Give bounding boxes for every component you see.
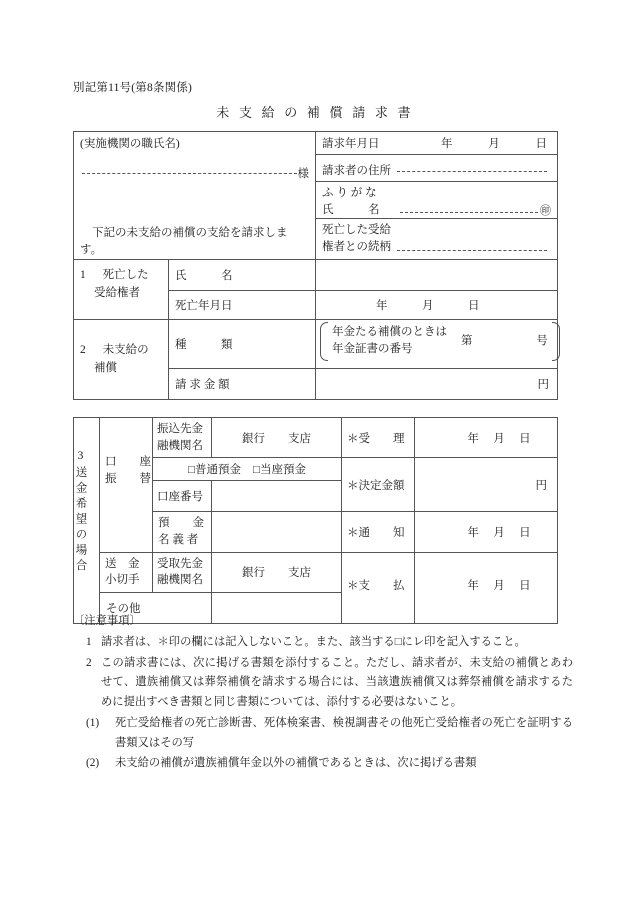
office-payment-label: ＊支 払 (347, 579, 405, 592)
checkbox-ordinary-deposit[interactable]: □普通預金 (188, 464, 241, 477)
check-bank-value-cell[interactable] (212, 552, 342, 592)
compensation-kind-label-cell (169, 320, 316, 369)
account-holder-label-cell (153, 512, 212, 552)
death-date-label: 死亡年月日 (175, 300, 233, 312)
relationship-label-line2: 権者との続柄 (322, 240, 392, 253)
claim-amount-label: 請 求 金 額 (175, 379, 230, 391)
relationship-cell (316, 219, 558, 260)
form-code: 別記第11号(第8条関係) (73, 82, 193, 94)
check-remittance-label-cell (100, 552, 153, 592)
claimant-name-label: 氏 名 (322, 204, 380, 216)
agency-name-label: (実施機関の職氏名) (80, 138, 180, 150)
note-subitem (73, 714, 573, 754)
claimant-address-label: 請求者の住所 (322, 165, 392, 177)
account-holder-label-line2: 名 義 者 (158, 534, 199, 547)
table-row (74, 552, 558, 592)
transfer-bank-label-cell (153, 418, 212, 458)
note-subitem-text: 死亡受給権者の死亡診断書、死体検案書、検視調書その他死亡受給権者の死亡を証明する書類又はその写 (115, 716, 573, 749)
seal-icon: ㊞ (540, 205, 552, 217)
note-number: 1 (86, 635, 92, 648)
account-transfer-label-line1: 口 座 (105, 456, 151, 468)
claimant-address-cell (316, 155, 558, 182)
request-sentence-cell (74, 219, 316, 260)
notes-section (73, 612, 573, 774)
table-row (74, 155, 558, 182)
office-amount-label: ＊決定金額 (347, 479, 405, 492)
table-row (74, 182, 558, 219)
check-bank-label-cell (153, 552, 212, 592)
note-item (73, 654, 573, 713)
note-item (73, 633, 573, 653)
transfer-bank-label-line2: 融機関名 (157, 439, 203, 452)
check-remittance-label-line1: 送 金 (105, 557, 140, 570)
agency-blank-cell (74, 182, 316, 219)
office-amount-unit: 円 (535, 479, 547, 492)
section1-number: 1 (80, 269, 86, 281)
compensation-kind-value-cell[interactable] (316, 320, 558, 369)
office-notice-value: 年 月 日 (467, 527, 531, 540)
agency-name-cell (74, 132, 316, 155)
section2-number: 2 (80, 344, 86, 356)
table-row (74, 260, 558, 291)
note-subitem-number: (1) (86, 716, 100, 729)
transfer-bank-label-line1: 振込先金 (157, 423, 203, 435)
check-bank-value: 銀行 支店 (242, 567, 311, 580)
furigana-label (322, 184, 394, 200)
note-text: 請求者は、＊印の欄には記入しないこと。また、該当する□にレ印を記入すること。 (101, 635, 526, 648)
notes-heading: 〔注意事項〕 (73, 615, 141, 627)
death-date-label-cell (169, 291, 316, 320)
section3-number: 3 (74, 449, 87, 466)
office-amount-value-cell[interactable] (415, 458, 558, 512)
note-subitem-number: (2) (86, 757, 100, 770)
death-date-value-cell[interactable] (316, 291, 558, 320)
compensation-kind-label: 種 類 (175, 339, 233, 351)
deceased-name-label-cell (169, 260, 316, 291)
section1-title-line2: 受給権者 (94, 286, 140, 299)
other-label: その他 (106, 603, 141, 616)
office-payment-value: 年 月 日 (467, 579, 531, 592)
office-receipt-label-cell (342, 418, 415, 458)
relationship-label-line1: 死亡した受給 (322, 224, 392, 236)
pension-note-line2: 年金証書の番号 (332, 343, 413, 356)
table-row (74, 320, 558, 369)
office-notice-label-cell (342, 512, 415, 552)
transfer-bank-value-cell[interactable] (212, 418, 342, 458)
claim-date-month: 月 (488, 138, 500, 150)
office-receipt-value-cell[interactable] (415, 418, 558, 458)
claim-main-table (73, 131, 558, 400)
note-subitem (73, 754, 573, 774)
office-notice-label: ＊通 知 (347, 527, 405, 540)
note-text: この請求書には、次に掲げる書類を添付すること。ただし、請求者が、未支給の補償とあわせて、遺族補償又は葬祭補償を請求する場合には、当該遺族補償又は葬祭補償を請求するために提出すべき書類と同じ書類については、添付する必要はないこと。 (101, 656, 573, 709)
pension-note-line1: 年金たる補償のときは (332, 326, 448, 338)
section1-title-line1: 死亡した (102, 269, 149, 281)
section3-vertical-cell (74, 418, 100, 624)
office-receipt-label: ＊受 理 (347, 432, 405, 445)
bracket-left-icon (320, 322, 328, 361)
transfer-bank-value: 銀行 支店 (242, 432, 311, 445)
section3-vertical-label: 送金希望の場合 (74, 465, 87, 575)
remittance-table (73, 417, 558, 624)
table-row (74, 132, 558, 155)
deceased-name-label: 氏 名 (175, 270, 233, 282)
account-number-label-cell (153, 481, 212, 512)
sama-suffix: 様 (297, 167, 310, 180)
request-sentence-line2: す。 (80, 243, 103, 256)
claim-amount-label-cell (169, 369, 316, 400)
account-holder-value-cell[interactable] (212, 512, 342, 552)
claim-date-year: 年 (441, 138, 453, 150)
account-number-label: 口座番号 (157, 491, 203, 504)
pension-number-dai: 第 (461, 334, 473, 347)
section1-title-cell (74, 260, 169, 320)
claim-date-cell (316, 132, 558, 155)
note-number: 2 (86, 656, 92, 669)
check-remittance-label-line2: 小切手 (105, 574, 140, 587)
checkbox-current-deposit[interactable]: □当座預金 (253, 464, 306, 477)
account-transfer-label-cell (100, 418, 153, 553)
furigana-label-text: ふ り が な (322, 187, 377, 199)
deceased-name-value-cell[interactable] (316, 260, 558, 291)
note-subitem-text: 未支給の補償が遺族補償年金以外の補償であるときは、次に掲げる書類 (115, 757, 477, 770)
account-number-value-cell[interactable] (212, 481, 342, 512)
deposit-type-cell (153, 458, 342, 481)
page-title: 未 支 給 の 補 償 請 求 書 (216, 105, 414, 120)
table-row (74, 418, 558, 458)
office-receipt-value: 年 月 日 (467, 432, 531, 445)
request-sentence-line1: 下記の未支給の補償の支給を請求しま (92, 226, 288, 239)
section2-title-cell (74, 320, 169, 400)
claim-date-label: 請求年月日 (322, 138, 380, 150)
death-date-value: 年 月 日 (376, 300, 480, 312)
account-holder-label-line1: 預 金 (158, 517, 204, 530)
check-bank-label-line2: 融機関名 (157, 574, 203, 587)
account-transfer-label-line2: 振 替 (105, 473, 151, 486)
pension-number-gou: 号 (536, 334, 548, 347)
section2-title-line2: 補償 (94, 361, 117, 374)
office-notice-value-cell[interactable] (415, 512, 558, 552)
pension-certificate-note (320, 322, 560, 361)
deceased-name-value (316, 260, 557, 290)
claim-amount-value-cell[interactable] (316, 369, 558, 400)
section2-title-line1: 未支給の (102, 344, 149, 356)
office-amount-label-cell (342, 458, 415, 512)
claimant-name-cell (316, 182, 558, 219)
table-row (74, 219, 558, 260)
bracket-right-icon (552, 322, 560, 361)
agency-sama-cell (74, 155, 316, 182)
claim-date-day: 日 (535, 138, 548, 150)
check-bank-label-line1: 受取先金 (157, 557, 203, 570)
claim-amount-unit: 円 (537, 379, 550, 391)
